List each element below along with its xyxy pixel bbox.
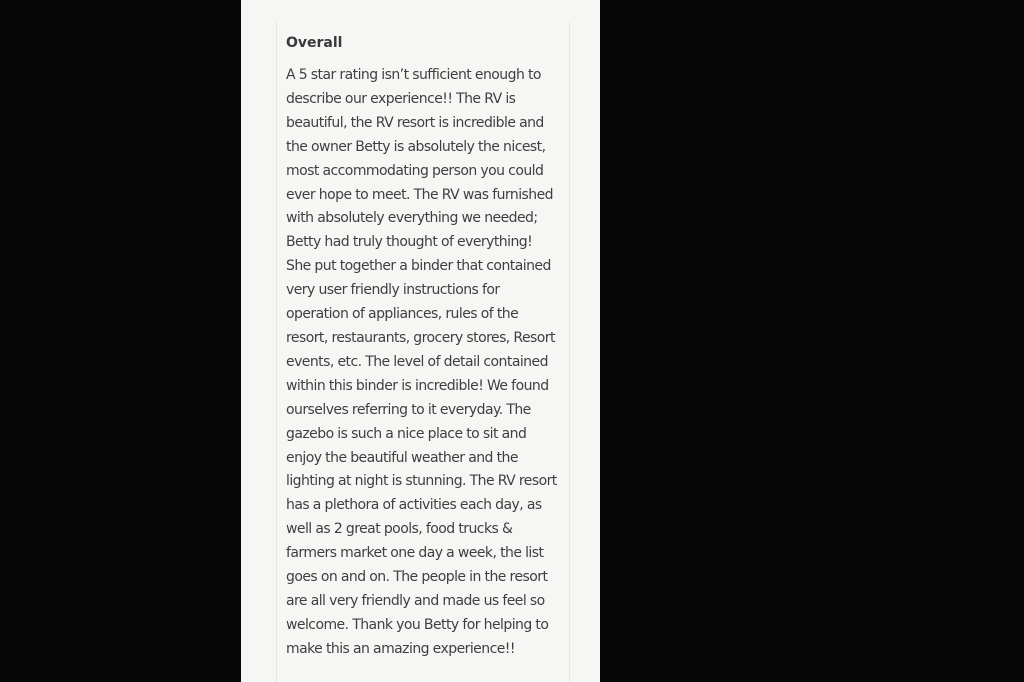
review-line: describe our experience!! The RV is	[286, 90, 516, 107]
review-line: very user friendly instructions for	[286, 282, 500, 299]
review-line: the owner Betty is absolutely the nicest,	[286, 138, 546, 155]
review-line: most accommodating person you could	[286, 162, 544, 179]
review-line: farmers market one day a week, the list	[286, 545, 544, 562]
review-line: beautiful, the RV resort is incredible and	[286, 114, 544, 131]
review-line: make this an amazing experience!!	[286, 640, 515, 657]
review-line: within this binder is incredible! We found	[286, 377, 549, 394]
review-line: gazebo is such a nice place to sit and	[286, 425, 527, 442]
review-line: ever hope to meet. The RV was furnished	[286, 186, 554, 203]
review-line: welcome. Thank you Betty for helping to	[286, 616, 549, 633]
review-line: She put together a binder that contained	[286, 258, 551, 275]
review-line: well as 2 great pools, food trucks &	[286, 521, 513, 538]
review-line: goes on and on. The people in the resort	[286, 569, 548, 586]
review-line: enjoy the beautiful weather and the	[286, 449, 518, 466]
review-card	[276, 22, 570, 682]
review-line: lighting at night is stunning. The RV resort	[286, 473, 557, 490]
review-heading: Overall	[286, 35, 343, 51]
review-line: Betty had truly thought of everything!	[286, 234, 533, 251]
review-line: are all very friendly and made us feel so	[286, 592, 545, 609]
review-line: ourselves referring to it everyday. The	[286, 401, 531, 418]
review-line: has a plethora of activities each day, as	[286, 497, 542, 514]
review-line: with absolutely everything we needed;	[286, 210, 538, 227]
review-line: resort, restaurants, grocery stores, Resort	[286, 329, 555, 346]
review-body	[286, 64, 566, 662]
review-line: events, etc. The level of detail contained	[286, 353, 548, 370]
review-line: operation of appliances, rules of the	[286, 306, 519, 323]
review-line: A 5 star rating isn’t sufficient enough to	[286, 67, 541, 83]
phone-screen	[241, 0, 600, 682]
